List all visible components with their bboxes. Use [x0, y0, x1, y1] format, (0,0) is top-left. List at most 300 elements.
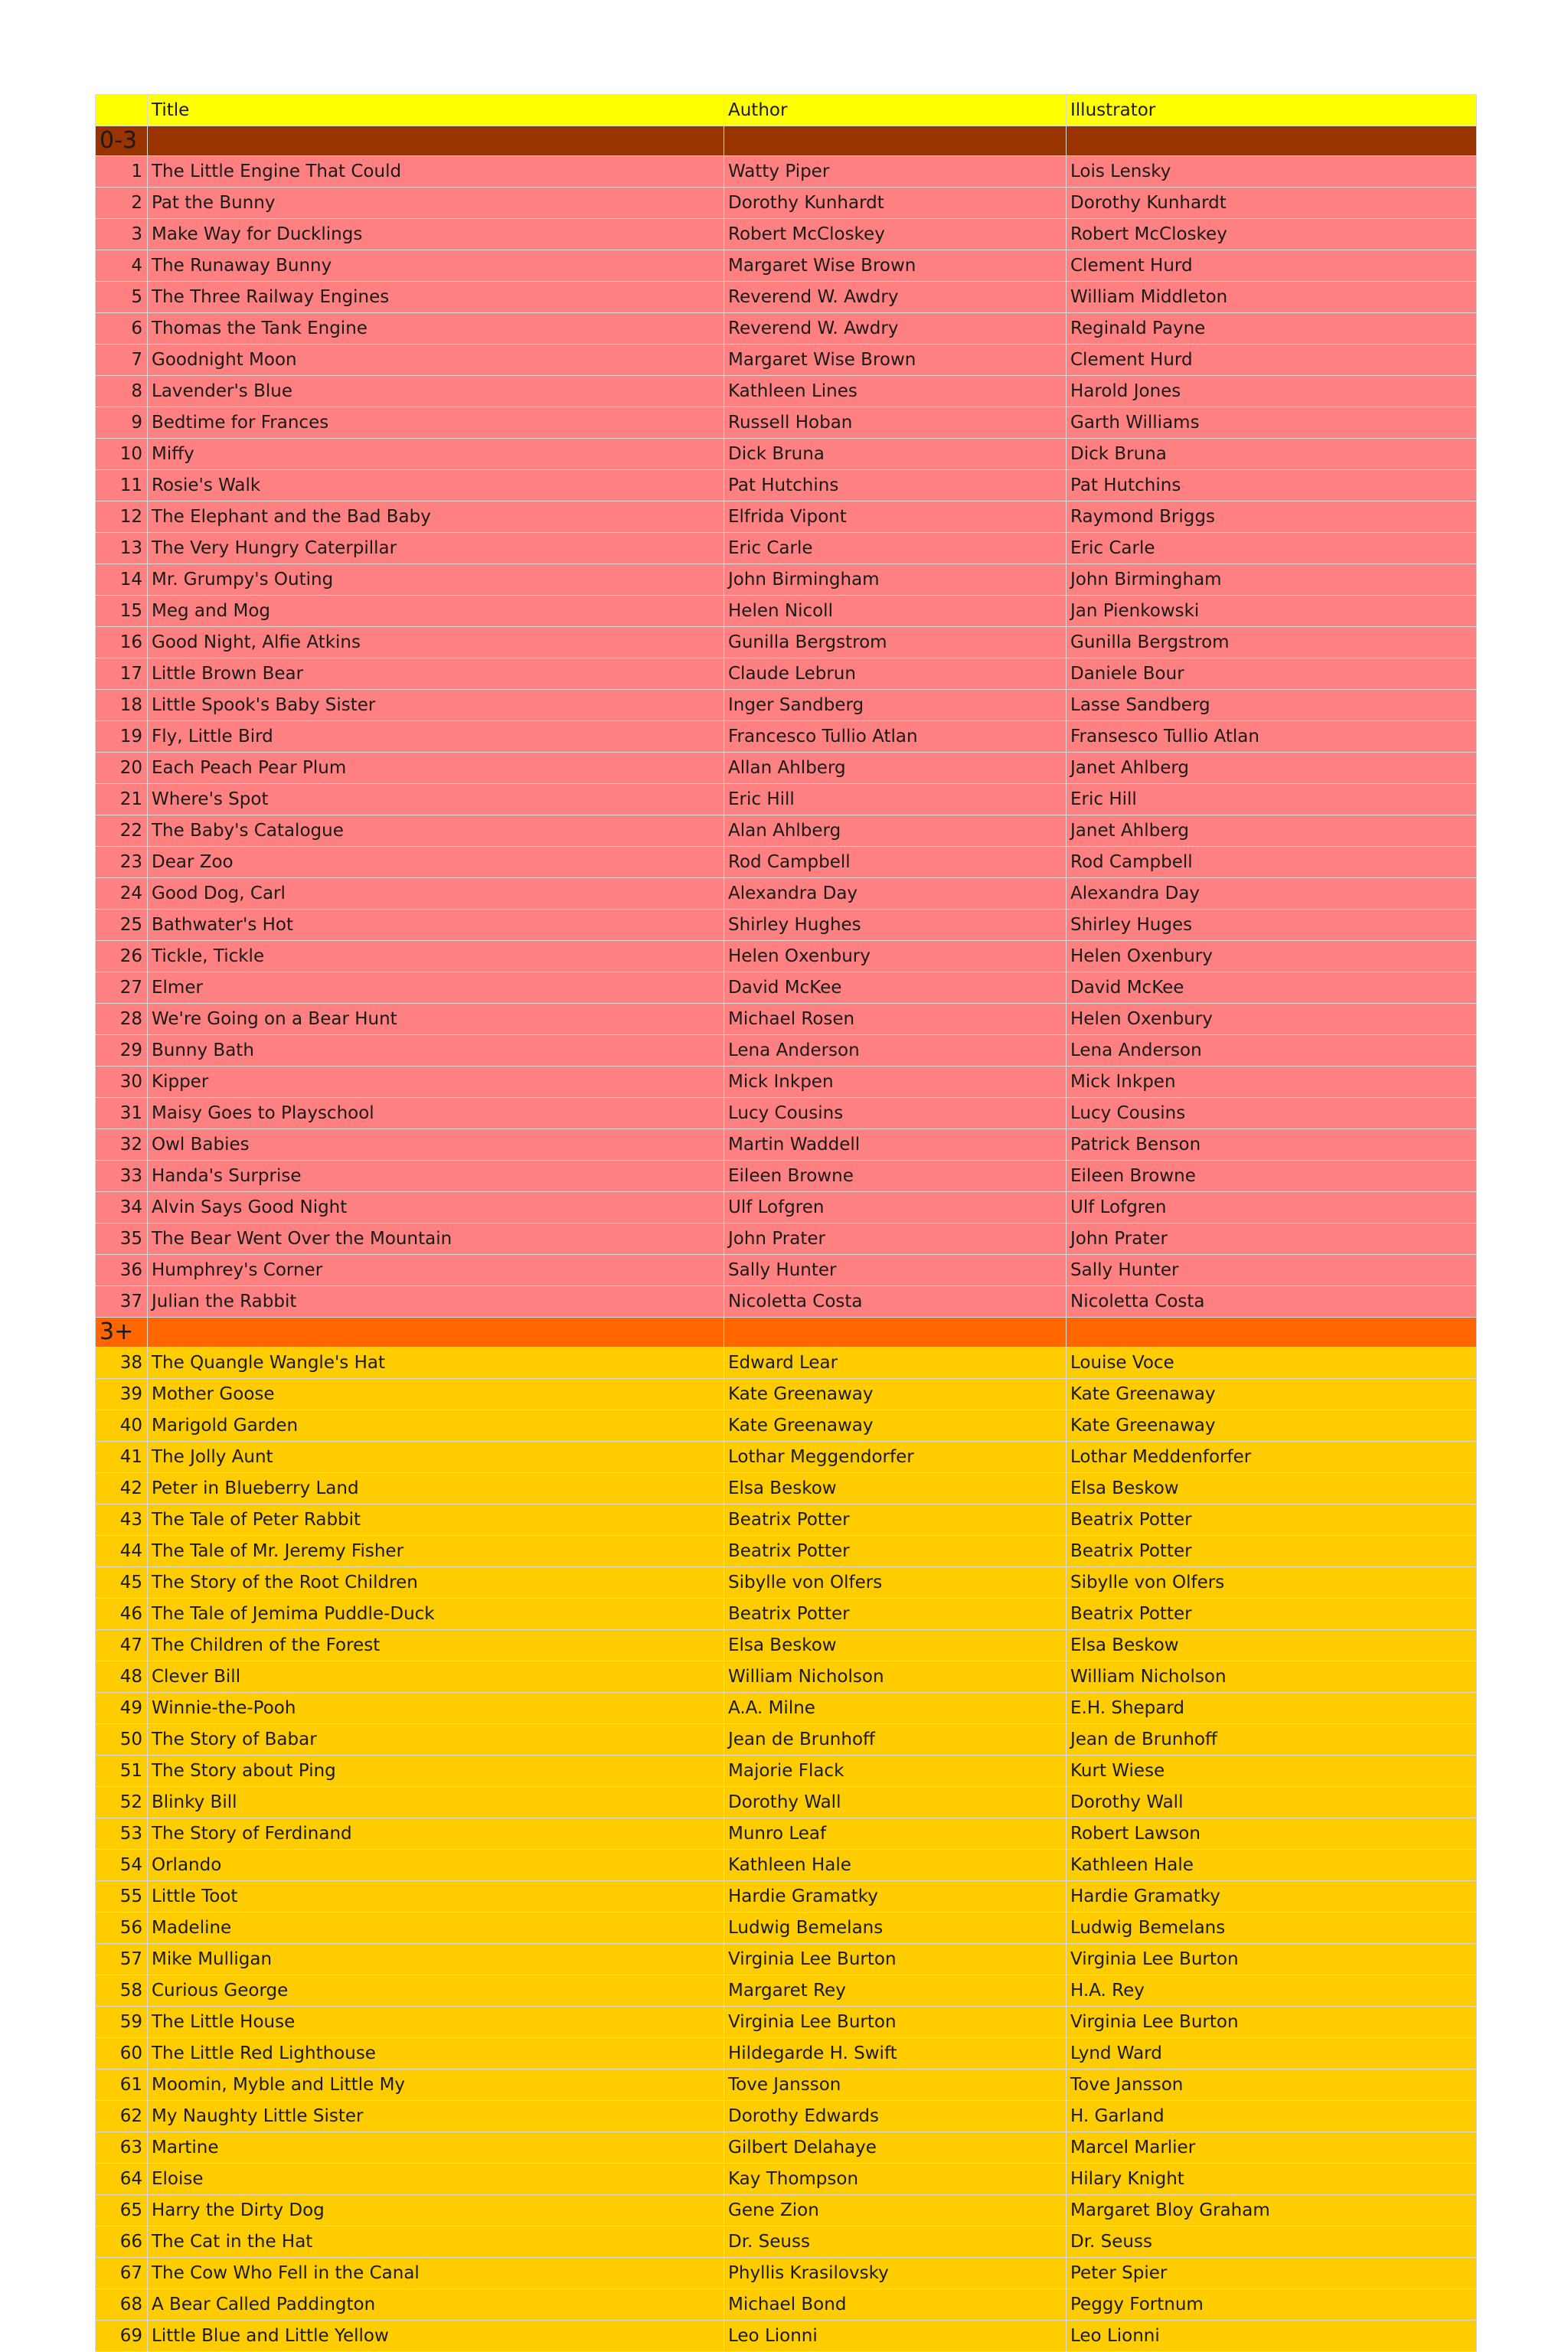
- book-title[interactable]: Peter in Blueberry Land: [148, 1473, 724, 1504]
- book-illustrator[interactable]: Clement Hurd: [1067, 250, 1477, 282]
- row-number[interactable]: 38: [96, 1348, 148, 1379]
- book-illustrator[interactable]: Lucy Cousins: [1067, 1098, 1477, 1129]
- book-title[interactable]: Marigold Garden: [148, 1410, 724, 1442]
- book-illustrator[interactable]: Janet Ahlberg: [1067, 753, 1477, 784]
- book-illustrator[interactable]: Eric Hill: [1067, 784, 1477, 815]
- row-number[interactable]: 28: [96, 1004, 148, 1035]
- book-title[interactable]: Elmer: [148, 972, 724, 1004]
- book-illustrator[interactable]: Helen Oxenbury: [1067, 1004, 1477, 1035]
- book-illustrator[interactable]: Garth Williams: [1067, 407, 1477, 439]
- row-number[interactable]: 4: [96, 250, 148, 282]
- book-illustrator[interactable]: Helen Oxenbury: [1067, 941, 1477, 972]
- book-title[interactable]: The Little Red Lighthouse: [148, 2038, 724, 2069]
- table-row: [96, 1255, 1477, 1286]
- book-illustrator[interactable]: Shirley Huges: [1067, 910, 1477, 941]
- row-number[interactable]: 17: [96, 658, 148, 690]
- book-title[interactable]: Orlando: [148, 1850, 724, 1881]
- row-number[interactable]: 3: [96, 219, 148, 250]
- header-title[interactable]: Title: [148, 95, 724, 126]
- section-header-cell[interactable]: [148, 1318, 724, 1348]
- book-title[interactable]: Goodnight Moon: [148, 345, 724, 376]
- book-author[interactable]: Helen Oxenbury: [724, 941, 1067, 972]
- row-number[interactable]: 57: [96, 1944, 148, 1975]
- row-number[interactable]: 7: [96, 345, 148, 376]
- book-author[interactable]: Kay Thompson: [724, 2164, 1067, 2195]
- row-number[interactable]: 23: [96, 847, 148, 878]
- book-author[interactable]: Ulf Lofgren: [724, 1192, 1067, 1223]
- row-number[interactable]: 44: [96, 1536, 148, 1567]
- book-title[interactable]: The Cat in the Hat: [148, 2226, 724, 2258]
- book-illustrator[interactable]: Beatrix Potter: [1067, 1504, 1477, 1536]
- book-title[interactable]: Lavender's Blue: [148, 376, 724, 407]
- book-illustrator[interactable]: John Birmingham: [1067, 564, 1477, 596]
- book-illustrator[interactable]: Lena Anderson: [1067, 1035, 1477, 1067]
- row-number[interactable]: 10: [96, 439, 148, 470]
- row-number[interactable]: 36: [96, 1255, 148, 1286]
- book-author[interactable]: Gene Zion: [724, 2195, 1067, 2226]
- book-title[interactable]: The Bear Went Over the Mountain: [148, 1223, 724, 1255]
- row-number[interactable]: 19: [96, 721, 148, 753]
- book-illustrator[interactable]: Tove Jansson: [1067, 2069, 1477, 2101]
- book-author[interactable]: Michael Rosen: [724, 1004, 1067, 1035]
- book-author[interactable]: Francesco Tullio Atlan: [724, 721, 1067, 753]
- book-illustrator[interactable]: Fransesco Tullio Atlan: [1067, 721, 1477, 753]
- book-title[interactable]: Where's Spot: [148, 784, 724, 815]
- row-number[interactable]: 60: [96, 2038, 148, 2069]
- book-illustrator[interactable]: Lasse Sandberg: [1067, 690, 1477, 721]
- book-title[interactable]: Bathwater's Hot: [148, 910, 724, 941]
- book-illustrator[interactable]: Elsa Beskow: [1067, 1473, 1477, 1504]
- book-title[interactable]: The Story of Babar: [148, 1724, 724, 1756]
- row-number[interactable]: 5: [96, 282, 148, 313]
- row-number[interactable]: 62: [96, 2101, 148, 2132]
- book-illustrator[interactable]: Nicoletta Costa: [1067, 1286, 1477, 1318]
- book-author[interactable]: Beatrix Potter: [724, 1504, 1067, 1536]
- book-title[interactable]: Each Peach Pear Plum: [148, 753, 724, 784]
- book-author[interactable]: A.A. Milne: [724, 1693, 1067, 1724]
- book-title[interactable]: The Elephant and the Bad Baby: [148, 501, 724, 533]
- row-number[interactable]: 52: [96, 1787, 148, 1818]
- book-author[interactable]: Russell Hoban: [724, 407, 1067, 439]
- book-title[interactable]: Kipper: [148, 1067, 724, 1098]
- row-number[interactable]: 55: [96, 1881, 148, 1913]
- row-number[interactable]: 40: [96, 1410, 148, 1442]
- book-author[interactable]: Dick Bruna: [724, 439, 1067, 470]
- book-title[interactable]: Good Night, Alfie Atkins: [148, 627, 724, 658]
- book-title[interactable]: Owl Babies: [148, 1129, 724, 1161]
- row-number[interactable]: 15: [96, 596, 148, 627]
- section-header-cell[interactable]: [148, 126, 724, 156]
- book-illustrator[interactable]: Jan Pienkowski: [1067, 596, 1477, 627]
- row-number[interactable]: 9: [96, 407, 148, 439]
- book-author[interactable]: Lothar Meggendorfer: [724, 1442, 1067, 1473]
- book-illustrator[interactable]: William Middleton: [1067, 282, 1477, 313]
- book-illustrator[interactable]: Dorothy Wall: [1067, 1787, 1477, 1818]
- book-author[interactable]: Pat Hutchins: [724, 470, 1067, 501]
- book-author[interactable]: Beatrix Potter: [724, 1599, 1067, 1630]
- book-illustrator[interactable]: Lothar Meddenforfer: [1067, 1442, 1477, 1473]
- book-title[interactable]: The Story about Ping: [148, 1756, 724, 1787]
- book-illustrator[interactable]: William Nicholson: [1067, 1661, 1477, 1693]
- book-title[interactable]: Little Brown Bear: [148, 658, 724, 690]
- book-author[interactable]: Elsa Beskow: [724, 1630, 1067, 1661]
- book-illustrator[interactable]: Hardie Gramatky: [1067, 1881, 1477, 1913]
- book-title[interactable]: Eloise: [148, 2164, 724, 2195]
- row-number[interactable]: 50: [96, 1724, 148, 1756]
- book-illustrator[interactable]: Marcel Marlier: [1067, 2132, 1477, 2164]
- book-illustrator[interactable]: Reginald Payne: [1067, 313, 1477, 345]
- row-number[interactable]: 26: [96, 941, 148, 972]
- row-number[interactable]: 48: [96, 1661, 148, 1693]
- book-author[interactable]: Leo Lionni: [724, 2321, 1067, 2352]
- book-author[interactable]: Jean de Brunhoff: [724, 1724, 1067, 1756]
- book-title[interactable]: Clever Bill: [148, 1661, 724, 1693]
- book-author[interactable]: Tove Jansson: [724, 2069, 1067, 2101]
- book-author[interactable]: Sally Hunter: [724, 1255, 1067, 1286]
- row-number[interactable]: 42: [96, 1473, 148, 1504]
- book-author[interactable]: Virginia Lee Burton: [724, 2007, 1067, 2038]
- row-number[interactable]: 58: [96, 1975, 148, 2007]
- row-number[interactable]: 51: [96, 1756, 148, 1787]
- book-title[interactable]: Madeline: [148, 1913, 724, 1944]
- row-number[interactable]: 31: [96, 1098, 148, 1129]
- book-author[interactable]: Gilbert Delahaye: [724, 2132, 1067, 2164]
- book-title[interactable]: The Tale of Mr. Jeremy Fisher: [148, 1536, 724, 1567]
- book-title[interactable]: Little Toot: [148, 1881, 724, 1913]
- row-number[interactable]: 54: [96, 1850, 148, 1881]
- book-title[interactable]: Humphrey's Corner: [148, 1255, 724, 1286]
- book-title[interactable]: My Naughty Little Sister: [148, 2101, 724, 2132]
- book-title[interactable]: Good Dog, Carl: [148, 878, 724, 910]
- book-title[interactable]: The Story of Ferdinand: [148, 1818, 724, 1850]
- row-number[interactable]: 32: [96, 1129, 148, 1161]
- book-author[interactable]: Edward Lear: [724, 1348, 1067, 1379]
- book-title[interactable]: Harry the Dirty Dog: [148, 2195, 724, 2226]
- book-title[interactable]: Mother Goose: [148, 1379, 724, 1410]
- table-row: [96, 1035, 1477, 1067]
- row-number[interactable]: 22: [96, 815, 148, 847]
- book-illustrator[interactable]: Kate Greenaway: [1067, 1379, 1477, 1410]
- book-title[interactable]: Tickle, Tickle: [148, 941, 724, 972]
- table-row: [96, 1536, 1477, 1567]
- row-number[interactable]: 69: [96, 2321, 148, 2352]
- book-author[interactable]: Claude Lebrun: [724, 658, 1067, 690]
- row-number[interactable]: 47: [96, 1630, 148, 1661]
- row-number[interactable]: 29: [96, 1035, 148, 1067]
- book-illustrator[interactable]: Daniele Bour: [1067, 658, 1477, 690]
- book-author[interactable]: Helen Nicoll: [724, 596, 1067, 627]
- book-illustrator[interactable]: Harold Jones: [1067, 376, 1477, 407]
- book-illustrator[interactable]: Gunilla Bergstrom: [1067, 627, 1477, 658]
- book-author[interactable]: Allan Ahlberg: [724, 753, 1067, 784]
- row-number[interactable]: 41: [96, 1442, 148, 1473]
- book-title[interactable]: A Bear Called Paddington: [148, 2289, 724, 2321]
- table-row: [96, 941, 1477, 972]
- book-title[interactable]: The Cow Who Fell in the Canal: [148, 2258, 724, 2289]
- book-illustrator[interactable]: Dick Bruna: [1067, 439, 1477, 470]
- book-title[interactable]: Rosie's Walk: [148, 470, 724, 501]
- row-number[interactable]: 49: [96, 1693, 148, 1724]
- book-author[interactable]: Eileen Browne: [724, 1161, 1067, 1192]
- book-illustrator[interactable]: Raymond Briggs: [1067, 501, 1477, 533]
- book-author[interactable]: Phyllis Krasilovsky: [724, 2258, 1067, 2289]
- book-title[interactable]: Little Blue and Little Yellow: [148, 2321, 724, 2352]
- header-illustrator[interactable]: Illustrator: [1067, 95, 1477, 126]
- book-author[interactable]: Rod Campbell: [724, 847, 1067, 878]
- section-header-cell[interactable]: [1067, 1318, 1477, 1348]
- book-title[interactable]: Dear Zoo: [148, 847, 724, 878]
- row-number[interactable]: 46: [96, 1599, 148, 1630]
- book-title[interactable]: The Little Engine That Could: [148, 156, 724, 188]
- book-title[interactable]: Fly, Little Bird: [148, 721, 724, 753]
- book-illustrator[interactable]: Hilary Knight: [1067, 2164, 1477, 2195]
- book-illustrator[interactable]: H. Garland: [1067, 2101, 1477, 2132]
- book-author[interactable]: John Birmingham: [724, 564, 1067, 596]
- book-illustrator[interactable]: Sibylle von Olfers: [1067, 1567, 1477, 1599]
- row-number[interactable]: 39: [96, 1379, 148, 1410]
- book-illustrator[interactable]: David McKee: [1067, 972, 1477, 1004]
- row-number[interactable]: 11: [96, 470, 148, 501]
- row-number[interactable]: 2: [96, 188, 148, 219]
- book-illustrator[interactable]: Dorothy Kunhardt: [1067, 188, 1477, 219]
- row-number[interactable]: 14: [96, 564, 148, 596]
- row-number[interactable]: 56: [96, 1913, 148, 1944]
- book-illustrator[interactable]: Dr. Seuss: [1067, 2226, 1477, 2258]
- book-author[interactable]: Watty Piper: [724, 156, 1067, 188]
- book-illustrator[interactable]: Margaret Bloy Graham: [1067, 2195, 1477, 2226]
- book-title[interactable]: The Runaway Bunny: [148, 250, 724, 282]
- book-title[interactable]: The Children of the Forest: [148, 1630, 724, 1661]
- book-illustrator[interactable]: John Prater: [1067, 1223, 1477, 1255]
- book-title[interactable]: The Story of the Root Children: [148, 1567, 724, 1599]
- table-row: [96, 1850, 1477, 1881]
- book-illustrator[interactable]: Ludwig Bemelans: [1067, 1913, 1477, 1944]
- book-author[interactable]: Martin Waddell: [724, 1129, 1067, 1161]
- row-number[interactable]: 25: [96, 910, 148, 941]
- section-label[interactable]: 0-3: [96, 126, 148, 156]
- book-author[interactable]: Munro Leaf: [724, 1818, 1067, 1850]
- book-illustrator[interactable]: Elsa Beskow: [1067, 1630, 1477, 1661]
- book-author[interactable]: Virginia Lee Burton: [724, 1944, 1067, 1975]
- book-illustrator[interactable]: Janet Ahlberg: [1067, 815, 1477, 847]
- row-number[interactable]: 30: [96, 1067, 148, 1098]
- table-row: [96, 376, 1477, 407]
- book-title[interactable]: Miffy: [148, 439, 724, 470]
- book-illustrator[interactable]: Kate Greenaway: [1067, 1410, 1477, 1442]
- book-illustrator[interactable]: Ulf Lofgren: [1067, 1192, 1477, 1223]
- table-row: [96, 2007, 1477, 2038]
- row-number[interactable]: 8: [96, 376, 148, 407]
- row-number[interactable]: 12: [96, 501, 148, 533]
- row-number[interactable]: 35: [96, 1223, 148, 1255]
- book-author[interactable]: John Prater: [724, 1223, 1067, 1255]
- row-number[interactable]: 18: [96, 690, 148, 721]
- book-illustrator[interactable]: Lois Lensky: [1067, 156, 1477, 188]
- book-author[interactable]: Beatrix Potter: [724, 1536, 1067, 1567]
- header-author[interactable]: Author: [724, 95, 1067, 126]
- book-author[interactable]: Sibylle von Olfers: [724, 1567, 1067, 1599]
- book-author[interactable]: Kate Greenaway: [724, 1410, 1067, 1442]
- row-number[interactable]: 67: [96, 2258, 148, 2289]
- book-author[interactable]: Lena Anderson: [724, 1035, 1067, 1067]
- book-author[interactable]: Kathleen Lines: [724, 376, 1067, 407]
- book-author[interactable]: Eric Hill: [724, 784, 1067, 815]
- row-number[interactable]: 34: [96, 1192, 148, 1223]
- row-number[interactable]: 53: [96, 1818, 148, 1850]
- book-illustrator[interactable]: Mick Inkpen: [1067, 1067, 1477, 1098]
- book-title[interactable]: Winnie-the-Pooh: [148, 1693, 724, 1724]
- section-header-cell[interactable]: [1067, 126, 1477, 156]
- book-title[interactable]: The Three Railway Engines: [148, 282, 724, 313]
- book-title[interactable]: The Very Hungry Caterpillar: [148, 533, 724, 564]
- book-title[interactable]: Thomas the Tank Engine: [148, 313, 724, 345]
- row-number[interactable]: 68: [96, 2289, 148, 2321]
- book-author[interactable]: Elsa Beskow: [724, 1473, 1067, 1504]
- row-number[interactable]: 61: [96, 2069, 148, 2101]
- book-illustrator[interactable]: Sally Hunter: [1067, 1255, 1477, 1286]
- book-illustrator[interactable]: Eric Carle: [1067, 533, 1477, 564]
- row-number[interactable]: 59: [96, 2007, 148, 2038]
- book-author[interactable]: Reverend W. Awdry: [724, 282, 1067, 313]
- book-illustrator[interactable]: Peter Spier: [1067, 2258, 1477, 2289]
- book-author[interactable]: Majorie Flack: [724, 1756, 1067, 1787]
- row-number[interactable]: 33: [96, 1161, 148, 1192]
- row-number[interactable]: 37: [96, 1286, 148, 1318]
- row-number[interactable]: 63: [96, 2132, 148, 2164]
- book-author[interactable]: Eric Carle: [724, 533, 1067, 564]
- book-illustrator[interactable]: Patrick Benson: [1067, 1129, 1477, 1161]
- row-number[interactable]: 27: [96, 972, 148, 1004]
- book-author[interactable]: Nicoletta Costa: [724, 1286, 1067, 1318]
- book-illustrator[interactable]: Virginia Lee Burton: [1067, 2007, 1477, 2038]
- book-title[interactable]: Pat the Bunny: [148, 188, 724, 219]
- book-title[interactable]: Maisy Goes to Playschool: [148, 1098, 724, 1129]
- book-author[interactable]: Dr. Seuss: [724, 2226, 1067, 2258]
- book-title[interactable]: We're Going on a Bear Hunt: [148, 1004, 724, 1035]
- book-illustrator[interactable]: Robert Lawson: [1067, 1818, 1477, 1850]
- book-author[interactable]: Ludwig Bemelans: [724, 1913, 1067, 1944]
- book-author[interactable]: Michael Bond: [724, 2289, 1067, 2321]
- book-title[interactable]: Martine: [148, 2132, 724, 2164]
- row-number[interactable]: 65: [96, 2195, 148, 2226]
- books-table: [95, 94, 1477, 2352]
- book-illustrator[interactable]: E.H. Shepard: [1067, 1693, 1477, 1724]
- book-title[interactable]: Blinky Bill: [148, 1787, 724, 1818]
- book-title[interactable]: The Tale of Peter Rabbit: [148, 1504, 724, 1536]
- book-illustrator[interactable]: Robert McCloskey: [1067, 219, 1477, 250]
- book-illustrator[interactable]: Leo Lionni: [1067, 2321, 1477, 2352]
- book-title[interactable]: Bunny Bath: [148, 1035, 724, 1067]
- book-illustrator[interactable]: Clement Hurd: [1067, 345, 1477, 376]
- book-author[interactable]: Reverend W. Awdry: [724, 313, 1067, 345]
- book-author[interactable]: Kate Greenaway: [724, 1379, 1067, 1410]
- row-number[interactable]: 45: [96, 1567, 148, 1599]
- book-author[interactable]: Elfrida Vipont: [724, 501, 1067, 533]
- book-title[interactable]: The Little House: [148, 2007, 724, 2038]
- book-illustrator[interactable]: Jean de Brunhoff: [1067, 1724, 1477, 1756]
- book-title[interactable]: Make Way for Ducklings: [148, 219, 724, 250]
- row-number[interactable]: 21: [96, 784, 148, 815]
- row-number[interactable]: 66: [96, 2226, 148, 2258]
- book-illustrator[interactable]: Alexandra Day: [1067, 878, 1477, 910]
- book-author[interactable]: David McKee: [724, 972, 1067, 1004]
- book-illustrator[interactable]: Kathleen Hale: [1067, 1850, 1477, 1881]
- book-illustrator[interactable]: Virginia Lee Burton: [1067, 1944, 1477, 1975]
- book-illustrator[interactable]: Pat Hutchins: [1067, 470, 1477, 501]
- row-number[interactable]: 1: [96, 156, 148, 188]
- book-author[interactable]: Dorothy Edwards: [724, 2101, 1067, 2132]
- book-title[interactable]: Handa's Surprise: [148, 1161, 724, 1192]
- book-author[interactable]: Dorothy Wall: [724, 1787, 1067, 1818]
- book-author[interactable]: Margaret Wise Brown: [724, 345, 1067, 376]
- book-author[interactable]: Robert McCloskey: [724, 219, 1067, 250]
- book-title[interactable]: The Baby's Catalogue: [148, 815, 724, 847]
- book-title[interactable]: The Jolly Aunt: [148, 1442, 724, 1473]
- book-title[interactable]: The Quangle Wangle's Hat: [148, 1348, 724, 1379]
- book-author[interactable]: Mick Inkpen: [724, 1067, 1067, 1098]
- book-author[interactable]: Gunilla Bergstrom: [724, 627, 1067, 658]
- book-illustrator[interactable]: Kurt Wiese: [1067, 1756, 1477, 1787]
- book-title[interactable]: Moomin, Myble and Little My: [148, 2069, 724, 2101]
- book-author[interactable]: Hildegarde H. Swift: [724, 2038, 1067, 2069]
- book-author[interactable]: Alexandra Day: [724, 878, 1067, 910]
- book-title[interactable]: Julian the Rabbit: [148, 1286, 724, 1318]
- section-header-cell[interactable]: [724, 126, 1067, 156]
- book-title[interactable]: Mr. Grumpy's Outing: [148, 564, 724, 596]
- book-author[interactable]: William Nicholson: [724, 1661, 1067, 1693]
- table-row: [96, 1599, 1477, 1630]
- book-title[interactable]: Meg and Mog: [148, 596, 724, 627]
- book-title[interactable]: The Tale of Jemima Puddle-Duck: [148, 1599, 724, 1630]
- book-author[interactable]: Kathleen Hale: [724, 1850, 1067, 1881]
- header-num[interactable]: [96, 95, 148, 126]
- row-number[interactable]: 16: [96, 627, 148, 658]
- table-row: [96, 1286, 1477, 1318]
- row-number[interactable]: 43: [96, 1504, 148, 1536]
- book-illustrator[interactable]: Rod Campbell: [1067, 847, 1477, 878]
- book-author[interactable]: Dorothy Kunhardt: [724, 188, 1067, 219]
- table-row: [96, 1944, 1477, 1975]
- book-author[interactable]: Lucy Cousins: [724, 1098, 1067, 1129]
- book-author[interactable]: Margaret Rey: [724, 1975, 1067, 2007]
- table-row: [96, 2164, 1477, 2195]
- book-author[interactable]: Alan Ahlberg: [724, 815, 1067, 847]
- book-illustrator[interactable]: Louise Voce: [1067, 1348, 1477, 1379]
- book-illustrator[interactable]: Lynd Ward: [1067, 2038, 1477, 2069]
- row-number[interactable]: 13: [96, 533, 148, 564]
- row-number[interactable]: 64: [96, 2164, 148, 2195]
- row-number[interactable]: 24: [96, 878, 148, 910]
- row-number[interactable]: 20: [96, 753, 148, 784]
- book-illustrator[interactable]: Peggy Fortnum: [1067, 2289, 1477, 2321]
- book-author[interactable]: Shirley Hughes: [724, 910, 1067, 941]
- section-label[interactable]: 3+: [96, 1318, 148, 1348]
- book-title[interactable]: Little Spook's Baby Sister: [148, 690, 724, 721]
- row-number[interactable]: 6: [96, 313, 148, 345]
- book-title[interactable]: Bedtime for Frances: [148, 407, 724, 439]
- book-illustrator[interactable]: H.A. Rey: [1067, 1975, 1477, 2007]
- book-illustrator[interactable]: Eileen Browne: [1067, 1161, 1477, 1192]
- section-header-cell[interactable]: [724, 1318, 1067, 1348]
- book-author[interactable]: Hardie Gramatky: [724, 1881, 1067, 1913]
- book-author[interactable]: Margaret Wise Brown: [724, 250, 1067, 282]
- book-title[interactable]: Curious George: [148, 1975, 724, 2007]
- book-illustrator[interactable]: Beatrix Potter: [1067, 1536, 1477, 1567]
- book-author[interactable]: Inger Sandberg: [724, 690, 1067, 721]
- book-title[interactable]: Alvin Says Good Night: [148, 1192, 724, 1223]
- book-title[interactable]: Mike Mulligan: [148, 1944, 724, 1975]
- book-illustrator[interactable]: Beatrix Potter: [1067, 1599, 1477, 1630]
